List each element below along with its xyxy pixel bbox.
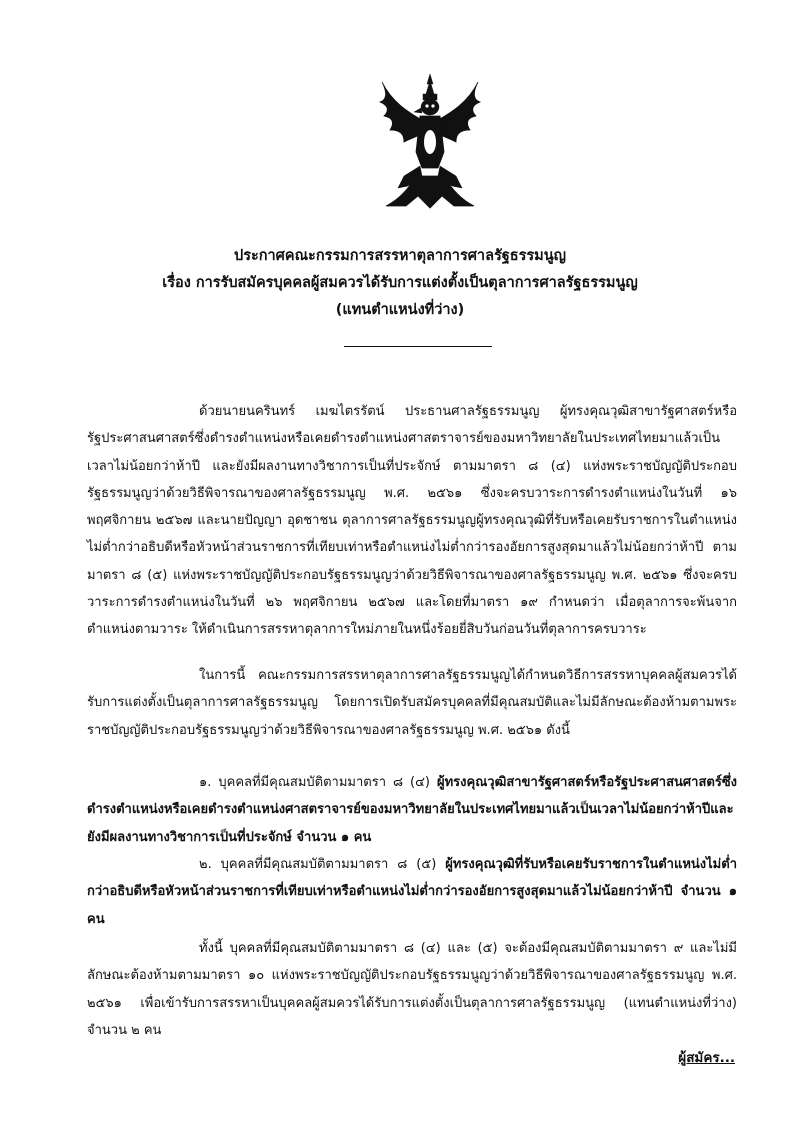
announcement-title-block xyxy=(80,243,720,324)
list-item-2 xyxy=(87,851,737,933)
title-line-1: ประกาศคณะกรรมการสรรหาตุลาการศาลรัฐธรรมนูญ xyxy=(233,248,567,264)
list-item-1-text: ผู้ทรงคุณวุฒิสาขารัฐศาสตร์หรือรัฐประศาสนศาสตร์ซึ่งดำรงตำแหน่งหรือเคยดำรงตำแหน่งศาสตราจารย์ของมหาวิทยาลัยในประเทศไทยมาแล้วเป็นเวลาไม่น้อยกว่าห้าปีและยังมีผลงานทางวิชาการเป็นที่ประจักษ์ จำนวน ๑ คน xyxy=(87,775,737,845)
list-item-1 xyxy=(87,769,737,851)
page-continuation-note: ผู้สมัคร... xyxy=(678,1050,735,1066)
title-line-2: เรื่อง การรับสมัครบุคคลผู้สมควรได้รับการแต่งตั้งเป็นตุลาการศาลรัฐธรรมนูญ xyxy=(162,275,638,291)
title-line-3: (แทนตำแหน่งที่ว่าง) xyxy=(335,302,465,318)
paragraph-2: ในการนี้ คณะกรรมการสรรหาตุลาการศาลรัฐธรรมนูญได้กำหนดวิธีการสรรหาบุคคลผู้สมควรได้รับการแต่งตั้งเป็นตุลาการศาลรัฐธรรมนูญ โดยการเปิดรับสมัครบุคคลที่มีคุณสมบัติและไม่มีลักษณะต้องห้ามตามพระราชบัญญัติประกอบรัฐธรรมนูญว่าด้วยวิธีพิจารณาของศาลรัฐธรรมนูญ พ.ศ. ๒๕๖๑ ดังนี้ xyxy=(87,668,737,738)
title-divider xyxy=(344,346,492,347)
list-item-2-text: ผู้ทรงคุณวุฒิที่รับหรือเคยรับราชการในตำแหน่งไม่ต่ำกว่าอธิบดีหรือหัวหน้าส่วนราชการที่เทียบเท่าหรือตำแหน่งไม่ต่ำกว่ารองอัยการสูงสุดมาแล้วไม่น้อยกว่าห้าปี จำนวน ๑ คน xyxy=(87,857,737,927)
paragraph-1: ด้วยนายนครินทร์ เมฆไตรรัตน์ ประธานศาลรัฐธรรมนูญ ผู้ทรงคุณวุฒิสาขารัฐศาสตร์หรือรัฐประศาสนศาสตร์ซึ่งดำรงตำแหน่งหรือเคยดำรงตำแหน่งศาสตราจารย์ของมหาวิทยาลัยในประเทศไทยมาแล้วเป็นเวลาไม่น้อยกว่าห้าปี และยังมีผลงานทางวิชาการเป็นที่ประจักษ์ ตามมาตรา ๘ (๔) แห่งพระราชบัญญัติประกอบรัฐธรรมนูญว่าด้วยวิธีพิจารณาของศาลรัฐธรรมนูญ พ.ศ. ๒๕๖๑ ซึ่งจะครบวาระการดำรงตำแหน่งในวันที่ ๑๖ พฤศจิกายน ๒๕๖๗ และนายปัญญา อุดชาชน ตุลาการศาลรัฐธรรมนูญผู้ทรงคุณวุฒิที่รับหรือเคยรับราชการในตำแหน่งไม่ต่ำกว่าอธิบดีหรือหัวหน้าส่วนราชการที่เทียบเท่าหรือตำแหน่งไม่ต่ำกว่ารองอัยการสูงสุดมาแล้วไม่น้อยกว่าห้าปี ตามมาตรา ๘ (๕) แห่งพระราชบัญญัติประกอบรัฐธรรมนูญว่าด้วยวิธีพิจารณาของศาลรัฐธรรมนูญ พ.ศ. ๒๕๖๑ ซึ่งจะครบวาระการดำรงตำแหน่งในวันที่ ๒๖ พฤศจิกายน ๒๕๖๗ และโดยที่มาตรา ๑๙ กำหนดว่า เมื่อตุลาการจะพ้นจากตำแหน่งตามวาระ ให้ดำเนินการสรรหาตุลาการใหม่ภายในหนึ่งร้อยยี่สิบวันก่อนวันที่ตุลาการครบวาระ xyxy=(87,404,737,638)
list-item-1-prefix: ๑. บุคคลที่มีคุณสมบัติตามมาตรา ๘ (๔) xyxy=(199,775,437,790)
list-item-2-prefix: ๒. บุคคลที่มีคุณสมบัติตามมาตรา ๘ (๕) xyxy=(199,857,446,872)
garuda-emblem-icon xyxy=(378,72,482,214)
paragraph-3: ทั้งนี้ บุคคลที่มีคุณสมบัติตามมาตรา ๘ (๔) และ (๕) จะต้องมีคุณสมบัติตามมาตรา ๙ และไม่มีลักษณะต้องห้ามตามมาตรา ๑๐ แห่งพระราชบัญญัติประกอบรัฐธรรมนูญว่าด้วยวิธีพิจารณาของศาลรัฐธรรมนูญ พ.ศ. ๒๕๖๑ เพื่อเข้ารับการสรรหาเป็นบุคคลผู้สมควรได้รับการแต่งตั้งเป็นตุลาการศาลรัฐธรรมนูญ (แทนตำแหน่งที่ว่าง) จำนวน ๒ คน xyxy=(87,941,737,1038)
